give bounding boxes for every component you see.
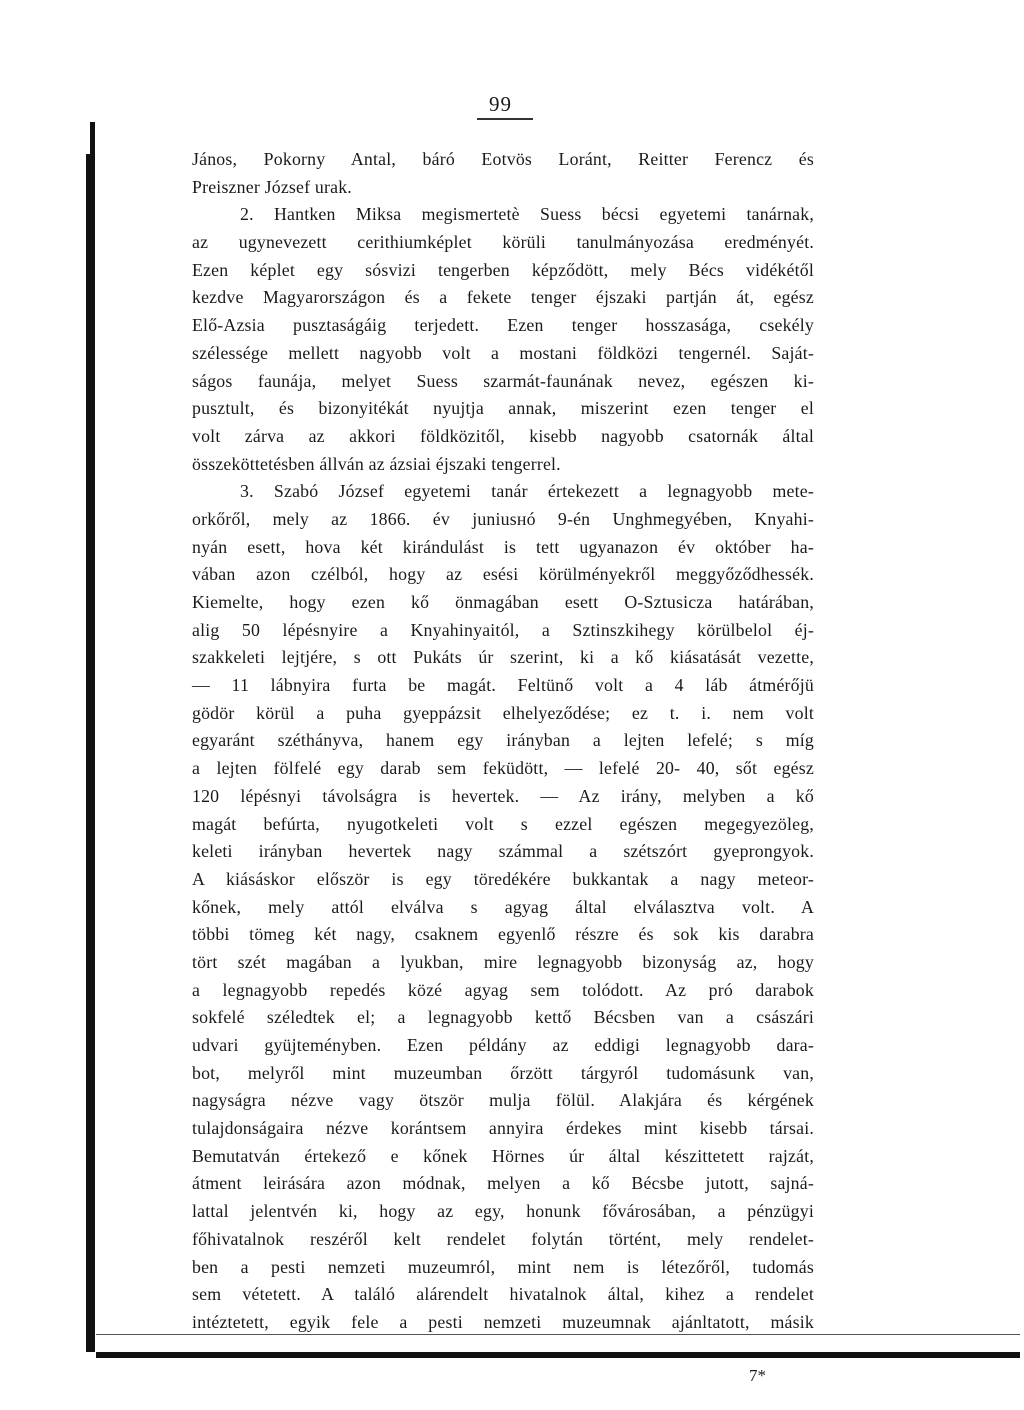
- text-line: alig 50 lépésnyire a Knyahinyaitól, a Sztinszkihegy körülbelol éj-: [192, 619, 814, 640]
- text-line: 2. Hantken Miksa megismertetè Suess bécsi egyetemi tanárnak,: [240, 204, 814, 225]
- text-line: többi tömeg két nagy, csaknem egyenlő részre és sok kis darabra: [192, 924, 814, 945]
- text-line: udvari gyüjteményben. Ezen példány az eddigi legnagyobb dara-: [192, 1035, 814, 1055]
- text-line: egyaránt széthányva, hanem egy irányban a lejten lefelé; s míg: [192, 730, 814, 751]
- text-line: átment leirására azon módnak, melyen a kő Bécsbe jutott, sajná-: [192, 1173, 814, 1194]
- text-line: összeköttetésben állván az ázsiai éjszaki tengerrel.: [192, 453, 561, 474]
- scan-bottom-edge: [96, 1352, 1020, 1358]
- text-line: a legnagyobb repedés közé agyag sem tolódott. Az pró darabok: [192, 979, 814, 1000]
- text-line: Kiemelte, hogy ezen kő önmagában esett O-Sztusicza határában,: [192, 592, 814, 612]
- text-line: nyán esett, hova két kirándulást is tett ugyanazon év október ha-: [192, 536, 814, 557]
- text-line: szélessége mellett nagyobb volt a mostani földközi tengernél. Saját-: [192, 342, 814, 363]
- text-line: sokfelé széledtek el; a legnagyobb kettő Bécsben van a császári: [192, 1007, 814, 1028]
- text-line: tulajdonságaira nézve korántsem annyira érdekes mint kisebb társai.: [192, 1118, 814, 1139]
- text-line: nagyságra nézve vagy ötször mulja fölül. Alakjára és kérgének: [192, 1090, 814, 1111]
- scan-left-edge: [86, 122, 95, 1352]
- text-line: kőnek, mely attól elválva s agyag által elválasztva volt. A: [192, 896, 814, 917]
- text-line: lattal jelentvén ki, hogy az egy, honunk fővárosában, a pénzügyi: [192, 1201, 814, 1222]
- text-line: orkőről, mely az 1866. év juniusнó 9-én Unghmegyében, Knyahi-: [192, 508, 814, 529]
- text-line: — 11 lábnyira furta be magát. Feltünő volt a 4 láb átmérőjü: [192, 675, 814, 696]
- text-line: vában azon czélból, hogy az esési körülményekről meggyőződhessék.: [192, 564, 814, 585]
- page-number-rule: [477, 118, 533, 120]
- text-line: kezdve Magyarországon és a fekete tenger éjszaki partján át, egész: [192, 287, 814, 308]
- text-line: intéztetett, egyik fele a pesti nemzeti muzeumnak ajánltatott, másik: [192, 1311, 814, 1332]
- text-line: sem vétetett. A találó alárendelt hivatalnok által, kihez a rendelet: [192, 1284, 814, 1305]
- text-line: pusztult, és bizonyitékát nyujtja annak, miszerint ezen tenger el: [192, 398, 814, 419]
- text-line: keleti irányban hevertek nagy számmal a szétszórt gyeprongyok.: [192, 841, 814, 862]
- text-line: volt zárva az akkori földközitől, kisebb nagyobb csatornák által: [192, 425, 814, 446]
- text-line: 3. Szabó József egyetemi tanár értekezett a legnagyobb mete-: [240, 481, 814, 502]
- text-line: gödör körül a puha gyeppázsit elhelyeződése; ez t. i. nem volt: [192, 702, 814, 723]
- text-line: A kiásáskor először is egy töredékére bukkantak a nagy meteor-: [192, 868, 814, 889]
- page-number: 99: [489, 92, 512, 116]
- text-line: a lejten fölfelé egy darab sem feküdött, — lefelé 20- 40, sőt egész: [192, 758, 814, 779]
- text-line: az ugynevezett cerithiumképlet körüli tanulmányozása eredményét.: [192, 232, 814, 253]
- text-line: bot, melyről mint muzeumban őrzött tárgyról tudomásunk van,: [192, 1062, 814, 1083]
- text-line: Elő-Azsia pusztaságáig terjedett. Ezen tenger hosszasága, csekély: [192, 315, 814, 336]
- signature-mark: 7*: [749, 1366, 766, 1385]
- body-text: [192, 146, 814, 1337]
- text-line: Ezen képlet egy sósvizi tengerben képződött, mely Bécs vidékétől: [192, 259, 814, 280]
- scan-edge-notch: [86, 122, 90, 154]
- text-line: ben a pesti nemzeti muzeumról, mint nem is létezőről, tudomás: [192, 1256, 814, 1277]
- text-line: főhivatalnok reszéről kelt rendelet folytán történt, mely rendelet-: [192, 1228, 814, 1249]
- text-line: Preiszner József urak.: [192, 176, 352, 197]
- text-line: szakkeleti lejtjére, s ott Pukáts úr szerint, ki a kő kiásatását vezette,: [192, 647, 814, 668]
- text-line: Bemutatván értekező e kőnek Hörnes úr által készittetett rajzát,: [192, 1145, 814, 1166]
- text-line: tört szét magában a lyukban, mire legnagyobb bizonyság az, hogy: [192, 951, 814, 972]
- text-line: ságos faunája, melyet Suess szarmát-faunának nevez, egészen ki-: [192, 370, 814, 391]
- text-line: magát befúrta, nyugotkeleti volt s ezzel egészen megegyezöleg,: [192, 813, 814, 834]
- text-line: János, Pokorny Antal, báró Eotvös Loránt, Reitter Ferencz és: [192, 149, 814, 169]
- text-line: 120 lépésnyi távolságra is hevertek. — Az irány, melyben a kő: [192, 785, 814, 806]
